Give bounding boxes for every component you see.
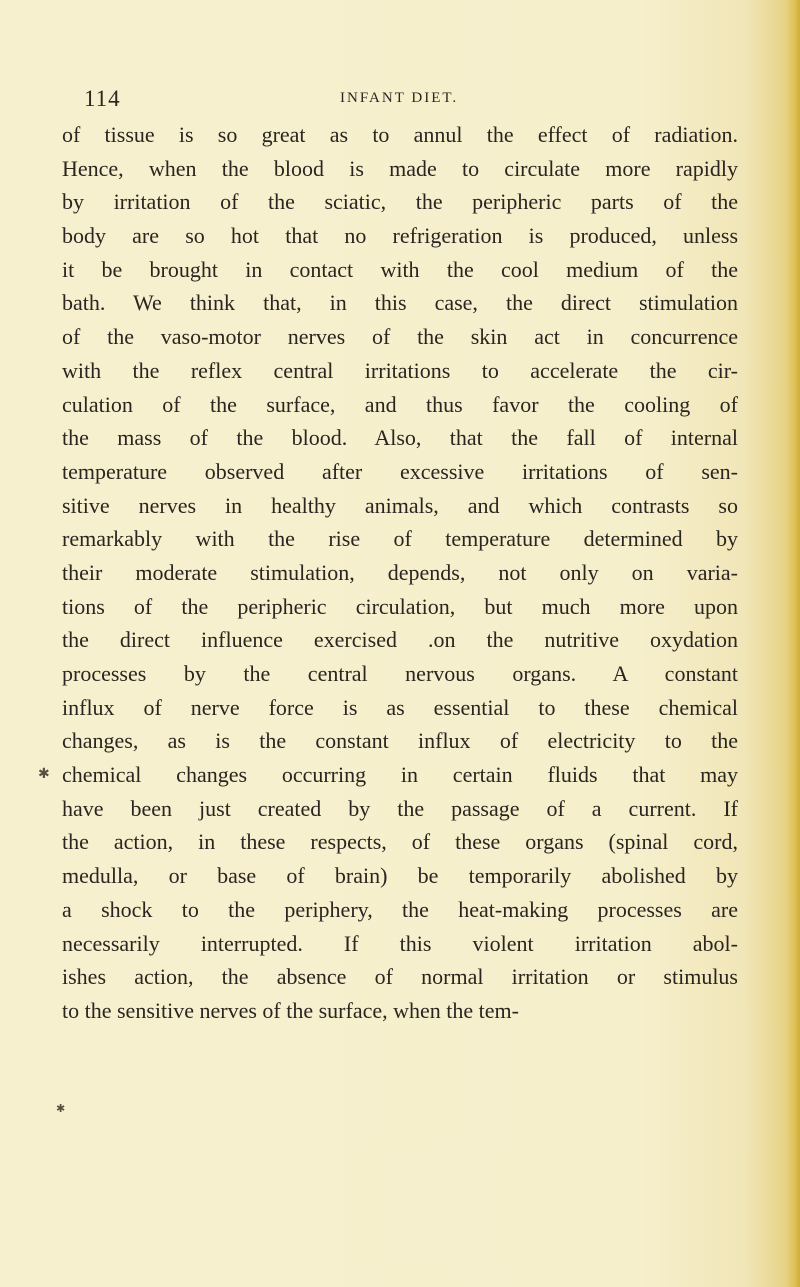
- text-line: tions of the peripheric circulation, but much more upon: [62, 593, 738, 619]
- text-line: necessarily interrupted. If this violent irritation abol-: [62, 930, 738, 956]
- margin-mark: ✱: [38, 766, 50, 782]
- text-line: the action, in these respects, of these organs (spinal cord,: [62, 829, 738, 855]
- text-line: bath. We think that, in this case, the direct stimulation: [62, 290, 738, 316]
- text-line: ishes action, the absence of normal irritation or stimulus: [62, 964, 738, 990]
- text-line: their moderate stimulation, depends, not only on varia-: [62, 559, 738, 585]
- margin-mark: ✱: [56, 1102, 66, 1115]
- text-line: remarkably with the rise of temperature determined by: [62, 526, 738, 552]
- body-text: [62, 118, 738, 1028]
- text-line: to the sensitive nerves of the surface, when the tem-: [62, 997, 519, 1023]
- text-line: temperature observed after excessive irritations of sen-: [62, 458, 738, 484]
- text-line: it be brought in contact with the cool medium of the: [62, 256, 738, 282]
- page-header: [84, 86, 724, 116]
- text-line: by irritation of the sciatic, the peripheric parts of the: [62, 189, 738, 215]
- running-title: INFANT DIET.: [340, 90, 459, 106]
- page-number: 114: [84, 86, 121, 111]
- text-line: of tissue is so great as to annul the effect of radiation.: [62, 122, 738, 147]
- text-line: with the reflex central irritations to accelerate the cir-: [62, 357, 738, 383]
- text-line: of the vaso-motor nerves of the skin act in concurrence: [62, 324, 738, 350]
- text-line: influx of nerve force is as essential to these chemical: [62, 694, 738, 720]
- text-line: have been just created by the passage of a current. If: [62, 795, 738, 821]
- text-line: Hence, when the blood is made to circulate more rapidly: [62, 155, 738, 181]
- text-line: medulla, or base of brain) be temporarily abolished by: [62, 863, 738, 889]
- text-line: body are so hot that no refrigeration is produced, unless: [62, 223, 738, 249]
- text-line: the mass of the blood. Also, that the fall of internal: [62, 425, 738, 451]
- text-line: sitive nerves in healthy animals, and which contrasts so: [62, 492, 738, 518]
- page-edge: [786, 0, 800, 1287]
- text-line: culation of the surface, and thus favor the cooling of: [62, 391, 738, 417]
- text-line: the direct influence exercised .on the nutritive oxydation: [62, 627, 738, 653]
- text-line: processes by the central nervous organs. A constant: [62, 661, 738, 686]
- text-line: a shock to the periphery, the heat-making processes are: [62, 896, 738, 922]
- text-line: changes, as is the constant influx of electricity to the: [62, 728, 738, 754]
- text-line: chemical changes occurring in certain fluids that may: [62, 762, 738, 788]
